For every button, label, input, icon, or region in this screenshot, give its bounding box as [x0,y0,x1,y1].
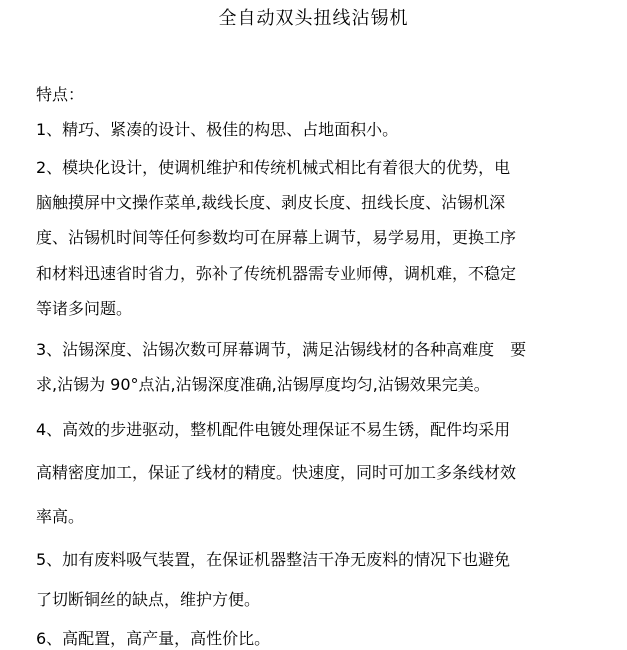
feature-3-line-2: 求,沾锡为 90°点沾,沾锡深度准确,沾锡厚度均匀,沾锡效果完美。 [36,375,490,394]
document-title: 全自动双头扭线沾锡机 [218,8,409,29]
feature-2-line-2: 脑触摸屏中文操作菜单,裁线长度、剥皮长度、扭线长度、沾锡机深 [36,193,506,212]
feature-4-line-3: 率高。 [36,507,85,526]
feature-1: 1、精巧、紧凑的设计、极佳的构思、占地面积小。 [36,120,399,139]
feature-3-line-1: 3、沾锡深度、沾锡次数可屏幕调节，满足沾锡线材的各种高难度 要 [36,340,527,359]
feature-2-line-1: 2、模块化设计，使调机维护和传统机械式相比有着很大的优势，电 [36,158,511,177]
feature-6: 6、高配置，高产量，高性价比。 [36,629,271,648]
feature-4-line-2: 高精密度加工，保证了线材的精度。快速度，同时可加工多条线材效 [36,463,517,482]
features-heading: 特点： [36,85,85,104]
feature-2-line-3: 度、沾锡机时间等任何参数均可在屏幕上调节，易学易用，更换工序 [36,228,517,247]
feature-2-line-4: 和材料迅速省时省力，弥补了传统机器需专业师傅，调机难，不稳定 [36,264,517,283]
feature-2-line-5: 等诸多问题。 [36,299,133,318]
feature-5-line-1: 5、加有废料吸气装置，在保证机器整洁干净无废料的情况下也避免 [36,550,511,569]
feature-5-line-2: 了切断铜丝的缺点，维护方便。 [36,590,261,609]
feature-4-line-1: 4、高效的步进驱动，整机配件电镀处理保证不易生锈，配件均采用 [36,420,511,439]
